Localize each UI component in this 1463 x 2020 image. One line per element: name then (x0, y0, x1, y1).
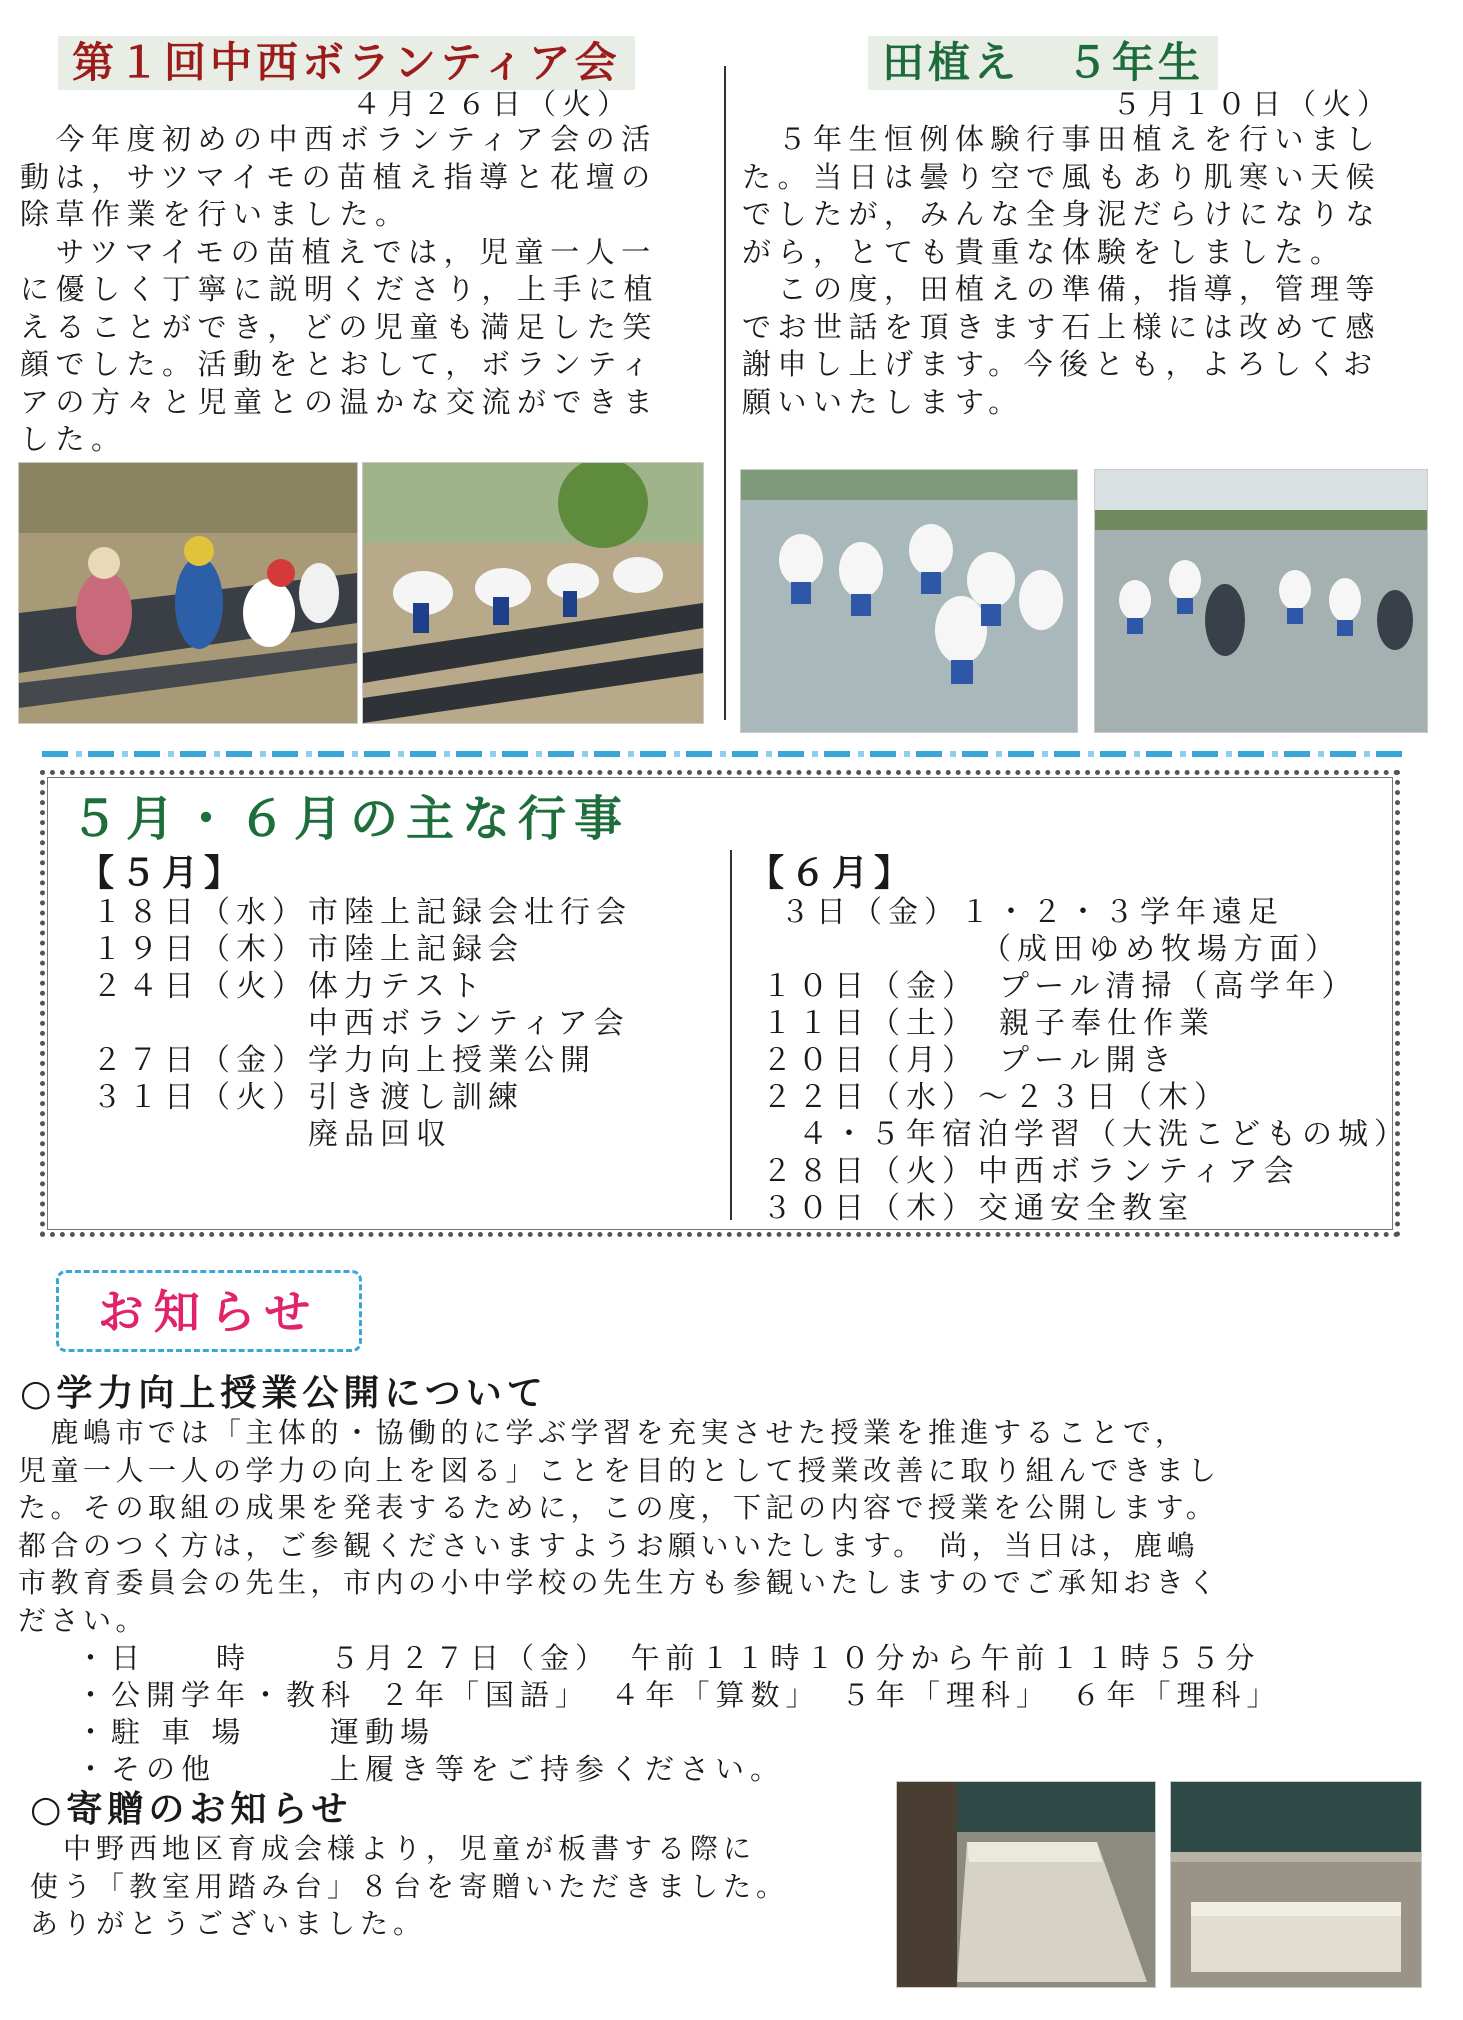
june-event-9: ３０日（木）交通安全教室 (762, 1191, 1194, 1226)
lesson-detail-date-value: ５月２７日（金） 午前１１時１０分から午前１１時５５分 (330, 1641, 1261, 1675)
sweet-potato-planting-photo-1 (18, 462, 358, 724)
may-event-1: １８日（水）市陸上記録会壮行会 (92, 895, 632, 930)
rice-planting-photo-1 (740, 469, 1078, 733)
may-event-6: ３１日（火）引き渡し訓練 (92, 1080, 524, 1115)
lesson-detail-parking-value: 運動場 (330, 1715, 436, 1749)
lesson-detail-subjects-value: ２年「国語」 ４年「算数」 ５年「理科」 ６年「理科」 (380, 1678, 1282, 1712)
june-event-3: １０日（金） プール清掃（高学年） (762, 969, 1358, 1004)
may-event-2: １９日（木）市陸上記録会 (92, 932, 524, 967)
notice-badge (56, 1270, 362, 1352)
events-divider (730, 850, 732, 1220)
june-event-5: ２０日（月） プール開き (762, 1043, 1178, 1078)
may-event-7: 廃品回収 (92, 1117, 452, 1152)
step-stool-photo-1 (896, 1781, 1156, 1988)
lesson-detail-parking-label: ・駐 車 場 (76, 1715, 247, 1749)
volunteer-title: 第１回中西ボランティア会 (58, 36, 635, 90)
june-heading: 【６月】 (748, 853, 917, 894)
volunteer-body: 今年度初めの中西ボランティア会の活 動は，サツマイモの苗植え指導と花壇の 除草作業を行いました。 サツマイモの苗植えでは，児童一人一 に優しく丁寧に説明くださり，上手に植 えることができ，どの児童も満足した笑 顔でした。活動をとおして，ボランティ アの方々と児童との温かな交流ができま した。 (20, 122, 660, 456)
events-title: ５月・６月の主な行事 (70, 791, 631, 847)
step-stool-photo-2 (1170, 1781, 1422, 1988)
donation-heading: ○寄贈のお知らせ (30, 1789, 353, 1830)
donation-body: 中野西地区育成会様より，児童が板書する際に 使う「教室用踏み台」８台を寄贈いただきました。 ありがとうございました。 (30, 1832, 790, 1940)
rice-planting-date: ５月１０日（火） (1112, 87, 1393, 121)
volunteer-date: ４月２６日（火） (352, 87, 633, 121)
rice-planting-photo-2 (1094, 469, 1428, 733)
lesson-body: 鹿嶋市では「主体的・協働的に学ぶ学習を充実させた授業を推進することで， 児童一人一人の学力の向上を図る」ことを目的として授業改善に取り組んできまし た。その取組の成果を発表するために，この度，下記の内容で授業を公開します。 都合のつく方は，ご参観くださいますようお願いいたします。 尚，当日は，鹿嶋 市教育委員会の先生，市内の小中学校の先生方も参観いたしますのでご承知おきく ださい。 (18, 1416, 1221, 1637)
june-event-4: １１日（土） 親子奉仕作業 (762, 1006, 1215, 1041)
may-event-4: 中西ボランティア会 (92, 1006, 630, 1041)
may-event-3: ２４日（火）体力テスト (92, 969, 487, 1004)
rice-planting-body: ５年生恒例体験行事田植えを行いまし た。当日は曇り空で風もあり肌寒い天候 でしたが，みんな全身泥だらけになりな がら，とても貴重な体験をしました。 この度，田植えの準備，指導，管理等 でお世話を頂きます石上様には改めて感 謝申し上げます。今後とも，よろしくお 願いいたします。 (742, 122, 1382, 419)
june-event-1: ３日（金）１・２・３学年遠足 (780, 895, 1284, 930)
june-event-8: ２８日（火）中西ボランティア会 (762, 1154, 1300, 1189)
june-event-2: （成田ゆめ牧場方面） (780, 932, 1341, 967)
june-event-6: ２２日（水）～２３日（木） (762, 1080, 1230, 1115)
lesson-detail-other-label: ・その他 (76, 1752, 217, 1786)
notice-title: お知らせ (97, 1285, 321, 1339)
column-divider (724, 66, 726, 720)
lesson-detail-subjects-label: ・公開学年・教科 (76, 1678, 357, 1712)
rice-planting-title: 田植え ５年生 (868, 36, 1218, 90)
may-event-5: ２７日（金）学力向上授業公開 (92, 1043, 596, 1078)
dashed-separator (42, 751, 1406, 757)
lesson-heading: ○学力向上授業公開について (20, 1373, 548, 1414)
lesson-detail-other-value: 上履き等をご持参ください。 (330, 1752, 786, 1786)
sweet-potato-planting-photo-2 (362, 462, 704, 724)
lesson-detail-date-label: ・日 時 (76, 1641, 252, 1675)
june-event-7: ４・５年宿泊学習（大洗こどもの城） (762, 1117, 1410, 1152)
may-heading: 【５月】 (78, 853, 247, 894)
